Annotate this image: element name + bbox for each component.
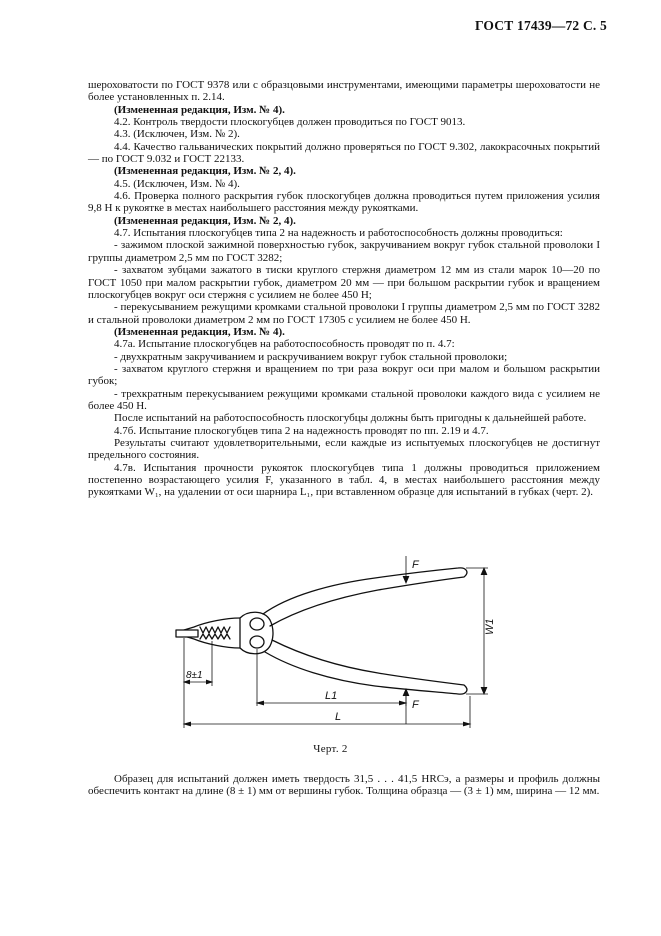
width-dimension-label: W1 [484,618,496,635]
paragraph: 4.7а. Испытание плоскогубцев на работоспособность проводят по п. 4.7: [114,338,455,351]
paragraph: - зажимом плоской зажимной поверхностью губок, закручиванием вокруг губок стальной проволоки I группы диаметром 2,5 мм по ГОСТ 3282; [88,239,600,264]
jaw-teeth [200,627,230,639]
paragraph: - перекусыванием режущими кромками стальной проволоки I группы диаметром 2,5 мм по ГОСТ 3282 и стальной проволоки диаметром 2 мм по ГОСТ 17305 с усилием не более 450 Н. [88,301,600,326]
paragraph: 4.7б. Испытание плоскогубцев типа 2 на надежность проводят по пп. 2.19 и 4.7. [114,424,489,437]
force-top-label: F [412,559,419,571]
paragraph: 4.4. Качество гальванических покрытий должно проверяться по ГОСТ 9.302, лакокрасочных покрытий — по ГОСТ 9.032 и ГОСТ 22133. [88,140,600,166]
lower-handle [265,640,467,694]
paragraph: (Измененная редакция, Изм. № 2, 4). [114,165,296,178]
l-dimension-label: L [335,711,342,723]
test-sample [176,630,198,637]
page-header: ГОСТ 17439—72 С. 5 [474,18,607,33]
paragraph: Результаты считают удовлетворительными, если каждые из испытуемых плоскогубцев не достигнут предельного состояния. [88,436,600,462]
paragraph: - трехкратным перекусыванием режущими кромками стальной проволоки каждого вида с усилием не более 450 Н. [88,387,600,412]
paragraph: 4.7. Испытания плоскогубцев типа 2 на надежность и работоспособность должны проводиться: [114,227,563,240]
paragraph: (Измененная редакция, Изм. № 4). [114,103,285,116]
paragraph: - захватом зубцами зажатого в тиски круглого стержня диаметром 12 мм из стали марок 10—20 по ГОСТ 1050 при малом раскрытии губок, диаметром 20 мм — при большом раскрытии губок и вращением плоскогубцев вокруг оси стержня с усилием не более 450 Н; [88,264,600,301]
paragraph: Образец для испытаний должен иметь твердость 31,5 . . . 41,5 HRCэ, а размеры и профиль должны обеспечить контакт на длине (8 ± 1) мм от вершины губок. Толщина образца — (3 ± 1) мм, ширина — 12 мм. [88,773,600,798]
figure-caption: Черт. 2 [313,743,348,755]
paragraph: - захватом круглого стержня и вращением по три раза вокруг оси при малом и большом раскрытии губок; [88,362,600,388]
paragraph: 4.6. Проверка полного раскрытия губок плоскогубцев должна проводиться путем приложения усилия 9,8 Н к рукоятке в местах наибольшего расстояния между рукоятками. [88,190,600,215]
pivot-hole-bottom [250,636,264,648]
body-text [88,79,600,499]
sample-length-label: 8±1 [186,670,203,681]
paragraph: (Измененная редакция, Изм. № 4). [114,325,285,338]
force-bottom-label: F [412,699,419,711]
upper-handle [263,568,467,626]
pliers-figure [170,556,505,734]
paragraph: 4.7в. Испытания прочности рукояток плоскогубцев типа 1 должны проводиться приложением постепенно возрастающего усилия F, указанного в табл. 4, в местах наибольшего расстояния между рукоятками W₁, на удалении от оси шарнира L₁, при вставленном образце для испытаний в губках (черт. 2). [88,461,600,499]
paragraph: (Измененная редакция, Изм. № 2, 4). [114,214,296,227]
l1-dimension-label: L1 [325,690,338,702]
paragraph: После испытаний на работоспособность плоскогубцы должны быть пригодны к дальнейшей работе. [114,412,587,425]
paragraph: 4.2. Контроль твердости плоскогубцев должен проводиться по ГОСТ 9013. [114,116,466,129]
pivot-hole-top [250,618,264,630]
paragraph: - двухкратным закручиванием и раскручиванием вокруг губок стальной проволоки; [114,350,508,363]
paragraph: 4.3. (Исключен, Изм. № 2). [114,128,240,141]
paragraph: шероховатости по ГОСТ 9378 или с образцовыми инструментами, имеющими параметры шероховатости не более установленных п. 2.14. [88,79,600,104]
paragraph: 4.5. (Исключен, Изм. № 4). [114,177,240,190]
bottom-text [88,773,600,798]
